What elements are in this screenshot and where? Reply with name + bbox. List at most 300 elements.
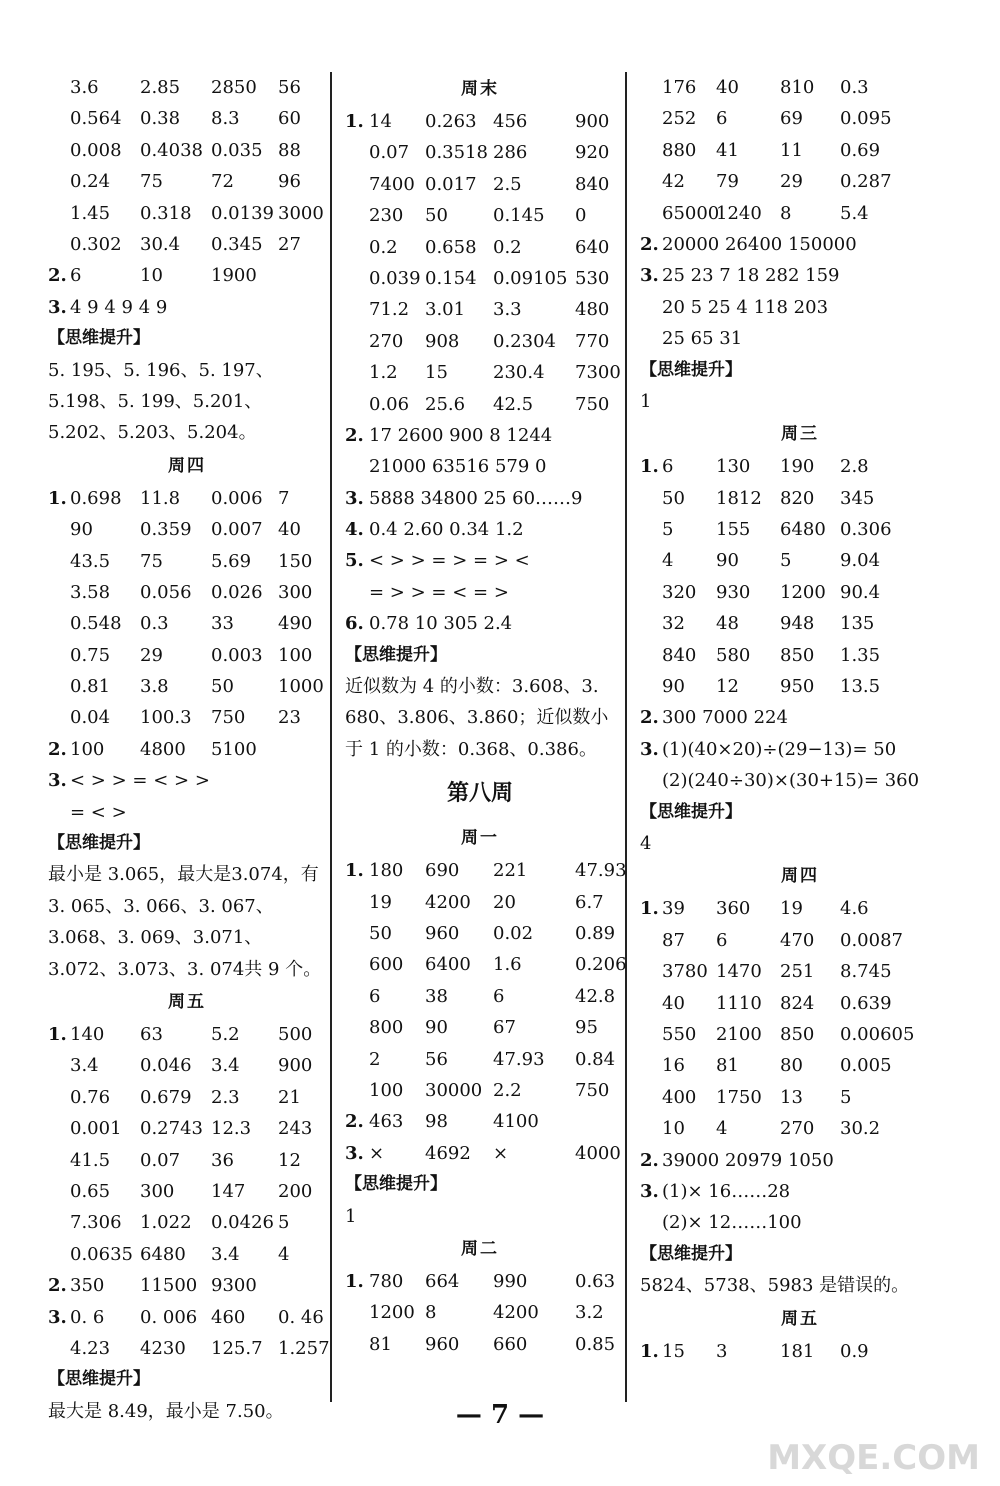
answer-row (345, 855, 627, 886)
answer-value: 0.007 (211, 519, 263, 541)
answer-value: 463 (369, 1111, 404, 1133)
answer-value: 850 (780, 1023, 815, 1045)
answer-value: 0.548 (70, 613, 122, 635)
answer-row (345, 451, 615, 482)
answer-row (640, 765, 960, 796)
answer-value: 780 (369, 1270, 404, 1292)
answer-value: 36 (211, 1149, 234, 1171)
answer-value: 41 (716, 139, 739, 161)
answer-text: 最大是 8.49，最小是 7.50。 (48, 1400, 284, 1422)
question-number: 1. (640, 898, 659, 920)
answer-value: 15 (662, 1340, 685, 1362)
answer-value: 0.75 (70, 644, 111, 666)
answer-value: 0. 006 (140, 1306, 198, 1328)
page-number: — 7 — (455, 1400, 545, 1430)
answer-row (640, 166, 960, 197)
answer-value: 1.257 (278, 1337, 330, 1359)
answer-value: 1.022 (140, 1212, 192, 1234)
answer-row (48, 1239, 326, 1270)
answer-value: 840 (575, 173, 610, 195)
answer-value: 270 (369, 330, 404, 352)
answer-value: 230 (369, 205, 404, 227)
answer-value: 72 (211, 171, 234, 193)
answer-row (48, 671, 326, 702)
answer-value: 0.89 (575, 923, 616, 945)
answer-value: 2100 (716, 1023, 762, 1045)
answer-text: 4 (640, 833, 652, 854)
thinking-boost-label: 【思维提升】 (48, 328, 150, 349)
answer-value: 2850 (211, 77, 257, 98)
answer-value: 800 (369, 1017, 404, 1039)
question-number: 3. (640, 738, 659, 760)
answer-row (640, 577, 960, 608)
answer-value: 0.0139 (211, 202, 274, 224)
question-number: 2. (48, 265, 67, 287)
answer-value: 50 (369, 923, 392, 945)
answer-value: 0.09105 (493, 267, 568, 289)
question-number: 3. (345, 487, 364, 509)
answer-value: 950 (780, 676, 815, 698)
answer-value: 0.026 (211, 581, 263, 603)
answer-value: 0.07 (369, 142, 410, 164)
answer-value: 0.046 (140, 1055, 192, 1077)
answer-value: 750 (575, 1079, 610, 1101)
answer-row (48, 765, 326, 796)
answer-row (640, 893, 960, 924)
answer-row (640, 545, 960, 576)
answer-value: 0.65 (70, 1181, 111, 1202)
answer-row (345, 200, 615, 231)
answer-value: 1240 (716, 202, 762, 224)
answer-value: 0.318 (140, 202, 192, 224)
answer-value: 27 (278, 233, 301, 255)
answer-row (48, 1302, 326, 1333)
answer-value: 0.9 (840, 1340, 869, 1362)
answer-value: 900 (278, 1055, 313, 1077)
answer-value: 47.93 (575, 860, 627, 882)
answer-value: 50 (662, 487, 685, 509)
thinking-boost-label: 【思维提升】 (48, 833, 150, 854)
answer-value: 75 (140, 171, 163, 193)
answer-value: 4 (278, 1243, 290, 1265)
answer-value: 0.76 (70, 1086, 111, 1108)
answer-value: 21 (278, 1086, 301, 1108)
answer-value: 67 (493, 1017, 516, 1039)
answer-value: 19 (369, 891, 392, 913)
answer-value: 42.5 (493, 393, 534, 415)
answer-row (345, 608, 615, 639)
answer-value: 98 (425, 1111, 448, 1133)
answer-text: 1 (345, 1205, 357, 1227)
answer-value: 88 (278, 139, 301, 161)
answer-value: 181 (780, 1340, 815, 1362)
answer-row (48, 1207, 326, 1238)
question-number: 2. (48, 1275, 67, 1297)
question-number: 3. (48, 770, 67, 792)
answer-value: 4230 (140, 1337, 186, 1359)
answer-value: 65000 (662, 202, 720, 224)
answer-value: 79 (716, 171, 739, 193)
answer-row (345, 1138, 621, 1169)
answer-value: 500 (278, 1024, 313, 1046)
answer-value: 10 (662, 1118, 685, 1140)
answer-value: 13.5 (840, 676, 881, 698)
answer-value: 400 (662, 1086, 697, 1108)
answer-value: 155 (716, 519, 751, 541)
answer-value: 75 (140, 550, 163, 572)
question-number: 2. (345, 1111, 364, 1133)
answer-row (48, 797, 326, 828)
answer-value: 3.4 (211, 1243, 240, 1265)
answer-value: 580 (716, 644, 751, 666)
answer-row (48, 546, 326, 577)
answer-row (345, 326, 615, 357)
answer-row (640, 925, 960, 956)
answer-value: 56 (278, 77, 301, 98)
answer-value: 3.8 (140, 676, 169, 698)
answer-value: 100 (70, 738, 105, 760)
day-heading: 周一 (461, 828, 499, 849)
answer-value: 190 (780, 456, 815, 478)
answer-value: 0.63 (575, 1270, 616, 1292)
answer-value: 140 (70, 1024, 105, 1046)
answer-value: 0.039 (369, 267, 421, 289)
answer-value: 4200 (493, 1302, 539, 1324)
answer-value: 5.69 (211, 550, 252, 572)
answer-value: 1110 (716, 992, 762, 1014)
answer-value: 1750 (716, 1086, 762, 1108)
answer-value: 820 (780, 487, 815, 509)
answer-value: 0.04 (70, 707, 111, 729)
question-number: 1. (640, 1340, 659, 1362)
answer-value: 750 (211, 707, 246, 729)
answer-row (345, 949, 627, 980)
answer-value: 2.8 (840, 456, 869, 478)
answer-value: 87 (662, 929, 685, 951)
question-number: 1. (345, 860, 364, 882)
answer-value: 150 (278, 550, 313, 572)
answer-value: 3000 (278, 202, 324, 224)
answer-row (640, 1082, 960, 1113)
answer-value: 29 (140, 644, 163, 666)
answer-value: 948 (780, 613, 815, 635)
answer-value: 810 (780, 77, 815, 98)
answer-value: 0.0426 (211, 1212, 274, 1234)
answer-value: 5.2 (211, 1024, 240, 1046)
answer-value: 30.4 (140, 233, 181, 255)
answer-value: 6 (716, 108, 728, 130)
answer-value: 21000 63516 579 0 (369, 456, 547, 478)
answer-row (345, 545, 615, 576)
day-heading: 周三 (781, 424, 819, 445)
day-heading: 周四 (781, 866, 819, 887)
answer-value: 0.3 (140, 613, 169, 635)
answer-value: 100 (369, 1079, 404, 1101)
answer-value: 0.0635 (70, 1243, 133, 1265)
day-heading: 周末 (461, 79, 499, 99)
thinking-boost-label: 【思维提升】 (48, 1369, 150, 1390)
answer-row (345, 1075, 615, 1106)
answer-row (640, 1176, 960, 1207)
answer-value: 0.639 (840, 992, 892, 1014)
answer-value: 30000 (425, 1079, 483, 1101)
answer-value: 1.2 (369, 362, 398, 384)
answer-value: 8 (425, 1302, 437, 1324)
question-number: 2. (48, 738, 67, 760)
answer-text: 1 (640, 390, 652, 412)
answer-value: 2.5 (493, 173, 522, 195)
answer-row (48, 577, 326, 608)
answer-value: 4100 (493, 1111, 539, 1133)
answer-value: 16 (662, 1055, 685, 1077)
answer-value: 8 (780, 202, 792, 224)
answer-value: 850 (780, 644, 815, 666)
question-number: 3. (640, 1180, 659, 1202)
answer-value: 0.145 (493, 205, 545, 227)
answer-row (48, 514, 326, 545)
answer-value: 470 (780, 929, 815, 951)
question-number: 3. (640, 265, 659, 287)
thinking-boost-label: 【思维提升】 (640, 1243, 742, 1264)
answer-value: 3.58 (70, 581, 111, 603)
answer-row (640, 72, 960, 103)
answer-row (345, 981, 615, 1012)
answer-value: 252 (662, 108, 697, 130)
answer-row (48, 1050, 326, 1081)
answer-row (345, 232, 615, 263)
answer-value: 20 (493, 891, 516, 913)
answer-value: 840 (662, 644, 697, 666)
answer-value: 530 (575, 267, 610, 289)
answer-value: 2.3 (211, 1086, 240, 1108)
answer-row (48, 734, 326, 765)
answer-value: (1)(40×20)÷(29−13)= 50 (662, 738, 897, 760)
answer-value: 0.00605 (840, 1023, 915, 1045)
answer-value: 4000 (575, 1142, 621, 1164)
answer-value: 490 (278, 613, 313, 635)
answer-value: × (369, 1142, 385, 1164)
answer-row (345, 169, 615, 200)
answer-value: 4 9 4 9 4 9 (70, 296, 168, 318)
answer-value: 23 (278, 707, 301, 729)
answer-value: 0.001 (70, 1118, 122, 1140)
thinking-boost-label: 【思维提升】 (345, 644, 447, 665)
answer-row (640, 988, 960, 1019)
answer-value: 1470 (716, 961, 762, 983)
day-heading: 周五 (168, 992, 206, 1013)
answer-row (640, 323, 960, 354)
answer-value: 320 (662, 581, 697, 603)
answer-row (640, 103, 960, 134)
answer-value: 908 (425, 330, 460, 352)
answer-row (640, 1145, 960, 1176)
answer-value: 20 5 25 4 118 203 (662, 296, 829, 318)
answer-value: 135 (840, 613, 875, 635)
answer-row (640, 956, 960, 987)
answer-value: 9300 (211, 1275, 257, 1297)
answer-value: 11500 (140, 1275, 198, 1297)
answer-value: 12 (278, 1149, 301, 1171)
answer-value: 600 (369, 954, 404, 976)
answer-value: 12 (716, 676, 739, 698)
answer-value: 19 (780, 898, 803, 920)
answer-value: 3 (716, 1340, 728, 1362)
answer-value: 3.2 (575, 1302, 604, 1324)
answer-value: 20000 26400 150000 (662, 233, 857, 255)
answer-value: 456 (493, 111, 528, 132)
answer-row (48, 229, 326, 260)
answer-value: 1.35 (840, 644, 881, 666)
question-number: 1. (345, 111, 364, 132)
question-number: 1. (640, 456, 659, 478)
answer-value: 2 (369, 1048, 381, 1070)
answer-value: 6 (70, 265, 82, 287)
answer-value: 350 (70, 1275, 105, 1297)
question-number: 2. (640, 1149, 659, 1171)
answer-value: 90 (662, 676, 685, 698)
answer-value: 32 (662, 613, 685, 635)
answer-value: 0.07 (140, 1149, 181, 1171)
answer-value: 25 65 31 (662, 328, 743, 350)
answer-value: 5 (662, 519, 674, 541)
answer-value: 14 (369, 111, 392, 132)
answer-value: 960 (425, 923, 460, 945)
answer-row (345, 887, 615, 918)
answer-value: 13 (780, 1086, 803, 1108)
answer-row (640, 451, 960, 482)
answer-column-2 (345, 72, 627, 1360)
answer-value: 251 (780, 961, 815, 983)
answer-value: 6 (369, 985, 381, 1007)
column-divider (330, 72, 332, 1402)
question-number: 2. (640, 233, 659, 255)
answer-row (345, 918, 615, 949)
answer-value: (2)(240÷30)×(30+15)= 360 (662, 770, 920, 792)
answer-value: 3.01 (425, 299, 466, 321)
answer-value: 7 (278, 487, 290, 509)
answer-value: 80 (780, 1055, 803, 1077)
answer-row (345, 106, 615, 137)
answer-row (48, 483, 326, 514)
answer-value: 3.4 (211, 1055, 240, 1077)
answer-value: 0.2743 (140, 1118, 203, 1140)
answer-value: 6 (662, 456, 674, 478)
answer-value: 90 (716, 550, 739, 572)
answer-value: 2.85 (140, 77, 181, 98)
answer-value: 6400 (425, 954, 471, 976)
answer-value: 147 (211, 1181, 246, 1202)
answer-value: 0.035 (211, 139, 263, 161)
answer-value: 300 7000 224 (662, 707, 788, 729)
answer-value: 63 (140, 1024, 163, 1046)
answer-value: 69 (780, 108, 803, 130)
answer-row (640, 135, 960, 166)
question-number: 2. (640, 707, 659, 729)
answer-value: 4 (716, 1118, 728, 1140)
answer-row (345, 514, 615, 545)
answer-value: < > > = > = > < (369, 550, 530, 572)
answer-row (640, 1019, 960, 1050)
answer-value: 920 (575, 142, 610, 164)
answer-value: 0.263 (425, 111, 477, 132)
answer-column-1 (48, 72, 330, 1427)
answer-row (48, 292, 326, 323)
answer-value: 33 (211, 613, 234, 635)
answer-value: 0. 6 (70, 1306, 105, 1328)
answer-value: 3.6 (70, 77, 99, 98)
answer-value: 300 (278, 581, 313, 603)
answer-value: 0.38 (140, 108, 181, 130)
question-number: 3. (48, 296, 67, 318)
answer-value: = < > (70, 801, 127, 823)
answer-value: 0.345 (211, 233, 263, 255)
answer-value: 0.679 (140, 1086, 192, 1108)
answer-row (640, 483, 960, 514)
answer-row (640, 734, 960, 765)
answer-value: 0.24 (70, 171, 111, 193)
answer-value: 10 (140, 265, 163, 287)
answer-value: (2)× 12……100 (662, 1212, 802, 1234)
question-number: 3. (345, 1142, 364, 1164)
thinking-boost-label: 【思维提升】 (345, 1174, 447, 1195)
answer-value: 345 (840, 487, 875, 509)
answer-value: 750 (575, 393, 610, 415)
answer-value: 6 (716, 929, 728, 951)
answer-value: 0.69 (840, 139, 881, 161)
answer-value: 0.287 (840, 171, 892, 193)
day-heading: 周二 (461, 1238, 499, 1259)
answer-value: 0.564 (70, 108, 122, 130)
answer-value: 0.4 2.60 0.34 1.2 (369, 519, 524, 541)
answer-value: 3.3 (493, 299, 522, 321)
answer-row (48, 1113, 326, 1144)
answer-value: 243 (278, 1118, 313, 1140)
answer-row (640, 260, 960, 291)
answer-value: 0.006 (211, 487, 263, 509)
day-heading: 周四 (168, 455, 206, 476)
answer-value: 60 (278, 108, 301, 130)
answer-value: 824 (780, 992, 815, 1014)
answer-value: 4200 (425, 891, 471, 913)
watermark: MXQE.COM (767, 1438, 980, 1478)
answer-value: 47.93 (493, 1048, 545, 1070)
answer-row (640, 1113, 960, 1144)
thinking-boost-label: 【思维提升】 (640, 359, 742, 380)
day-heading: 周五 (781, 1308, 819, 1329)
answer-value: 200 (278, 1181, 313, 1202)
answer-value: 1812 (716, 487, 762, 509)
answer-row (48, 166, 326, 197)
answer-row (640, 1050, 960, 1081)
answer-value: 6480 (140, 1243, 186, 1265)
answer-value: 39000 20979 1050 (662, 1149, 834, 1171)
answer-value: 460 (211, 1306, 246, 1328)
answer-value: 0.4038 (140, 139, 203, 161)
answer-value: 0.06 (369, 393, 410, 415)
answer-row (640, 1207, 960, 1238)
answer-value: 25.6 (425, 393, 466, 415)
answer-row (48, 1333, 330, 1364)
answer-row (48, 1176, 326, 1207)
answer-value: 0.306 (840, 519, 892, 541)
question-number: 4. (345, 519, 364, 541)
answer-text: 近似数为 4 的小数：3.608、3. 680、3.806、3.860；近似数小于 1 的小数：0.368、0.386。 (345, 676, 609, 760)
answer-value: 0.008 (70, 139, 122, 161)
answer-value: 930 (716, 581, 751, 603)
answer-value: 0.698 (70, 487, 122, 509)
answer-value: 480 (575, 299, 610, 321)
answer-row (640, 702, 960, 733)
